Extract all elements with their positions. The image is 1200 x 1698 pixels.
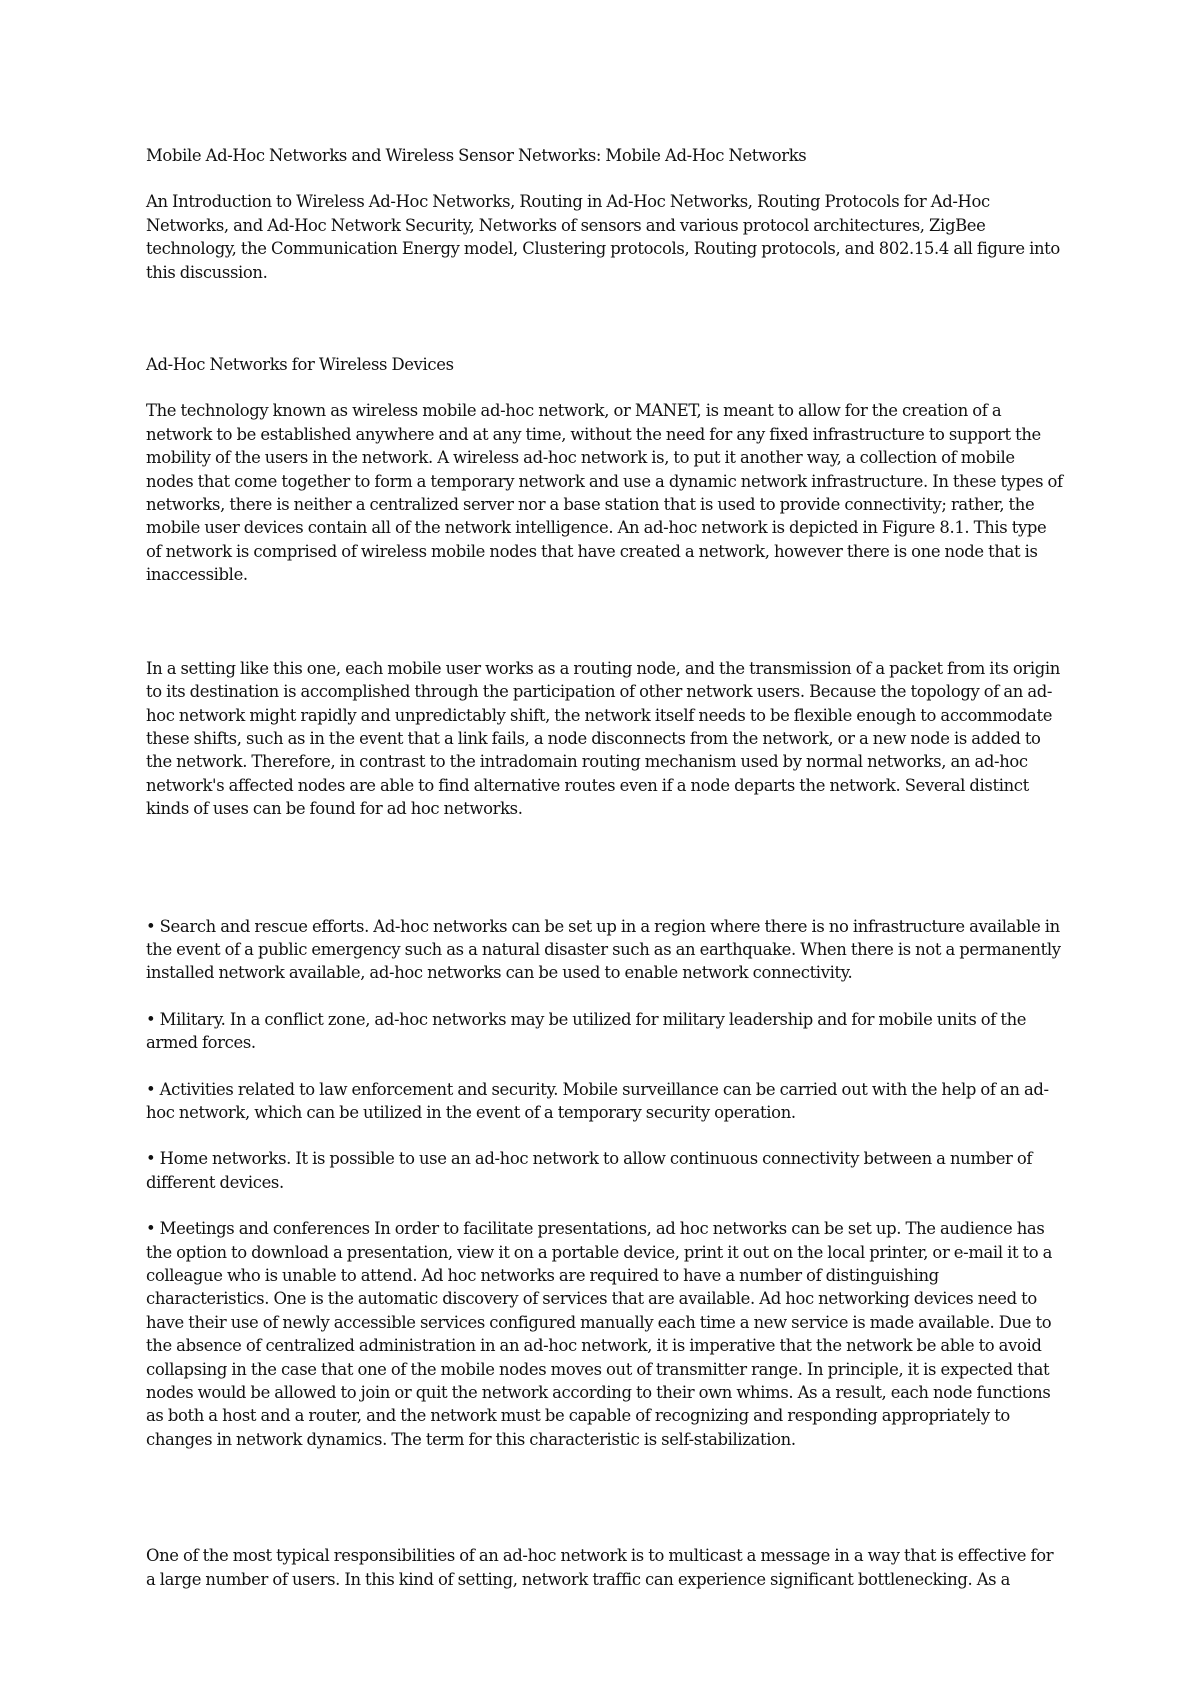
document-page — [146, 144, 1064, 1591]
body-paragraph: In a setting like this one, each mobile user works as a routing node, and the transmission of a packet from its origin to its destination is accomplished through the participation of other network users. Because the topology of an ad-hoc network might rapidly and unpredictably shift, the network itself needs to be flexible enough to accommodate these shifts, such as in the event that a link fails, a node disconnects from the network, or a new node is added to the network. Therefore, in contrast to the intradomain routing mechanism used by normal networks, an ad-hoc network's affected nodes are able to find alternative routes even if a node departs the network. Several distinct kinds of uses can be found for ad hoc networks. — [146, 658, 1060, 819]
bullet-item: • Meetings and conferences In order to facilitate presentations, ad hoc networks can be set up. The audience has the option to download a presentation, view it on a portable device, print it out on the local printer, or e-mail it to a colleague who is unable to attend. Ad hoc networks are required to have a number of distinguishing characteristics. One is the automatic discovery of services that are available. Ad hoc networking devices need to have their use of newly accessible services configured manually each time a new service is made available. Due to the absence of centralized administration in an ad-hoc network, it is imperative that the network be able to avoid collapsing in the case that one of the mobile nodes moves out of transmitter range. In principle, it is expected that nodes would be allowed to join or quit the network according to their own whims. As a result, each node functions as both a host and a router, and the network must be capable of recognizing and responding appropriately to changes in network dynamics. The term for this characteristic is self-stabilization. — [146, 1219, 1053, 1449]
bullet-item: • Search and rescue efforts. Ad-hoc networks can be set up in a region where there is no infrastructure available in the event of a public emergency such as a natural disaster such as an earthquake. When there is not a permanently installed network available, ad-hoc networks can be used to enable network connectivity. — [146, 916, 1061, 983]
document-title: Mobile Ad-Hoc Networks and Wireless Sensor Networks: Mobile Ad-Hoc Networks — [146, 146, 807, 165]
bullet-item: • Activities related to law enforcement and security. Mobile surveillance can be carried out with the help of an ad-hoc network, which can be utilized in the event of a temporary security operation. — [146, 1079, 1049, 1122]
section-heading: Ad-Hoc Networks for Wireless Devices — [146, 355, 454, 375]
body-paragraph: The technology known as wireless mobile ad-hoc network, or MANET, is meant to allow for the creation of a network to be established anywhere and at any time, without the need for any fixed infrastructure to support the mobility of the users in the network. A wireless ad-hoc network is, to put it another way, a collection of mobile nodes that come together to form a temporary network and use a dynamic network infrastructure. In these types of networks, there is neither a centralized server nor a base station that is used to provide connectivity; rather, the mobile user devices contain all of the network intelligence. An ad-hoc network is depicted in Figure 8.1. This type of network is comprised of wireless mobile nodes that have created a network, however there is one node that is inaccessible. — [146, 401, 1063, 585]
bullet-item: • Home networks. It is possible to use an ad-hoc network to allow continuous connectivity between a number of different devices. — [146, 1149, 1033, 1192]
closing-paragraph: One of the most typical responsibilities of an ad-hoc network is to multicast a message in a way that is effective for a large number of users. In this kind of setting, network traffic can experience significant bottlenecking. As a — [146, 1546, 1054, 1589]
bullet-item: • Military. In a conflict zone, ad-hoc networks may be utilized for military leadership and for mobile units of the armed forces. — [146, 1009, 1027, 1053]
intro-paragraph: An Introduction to Wireless Ad-Hoc Networks, Routing in Ad-Hoc Networks, Routing Protocols for Ad-Hoc Networks, and Ad-Hoc Network Security, Networks of sensors and various protocol architectures, ZigBee technology, the Communication Energy model, Clustering protocols, Routing protocols, and 802.15.4 all figure into this discussion. — [146, 192, 1060, 282]
